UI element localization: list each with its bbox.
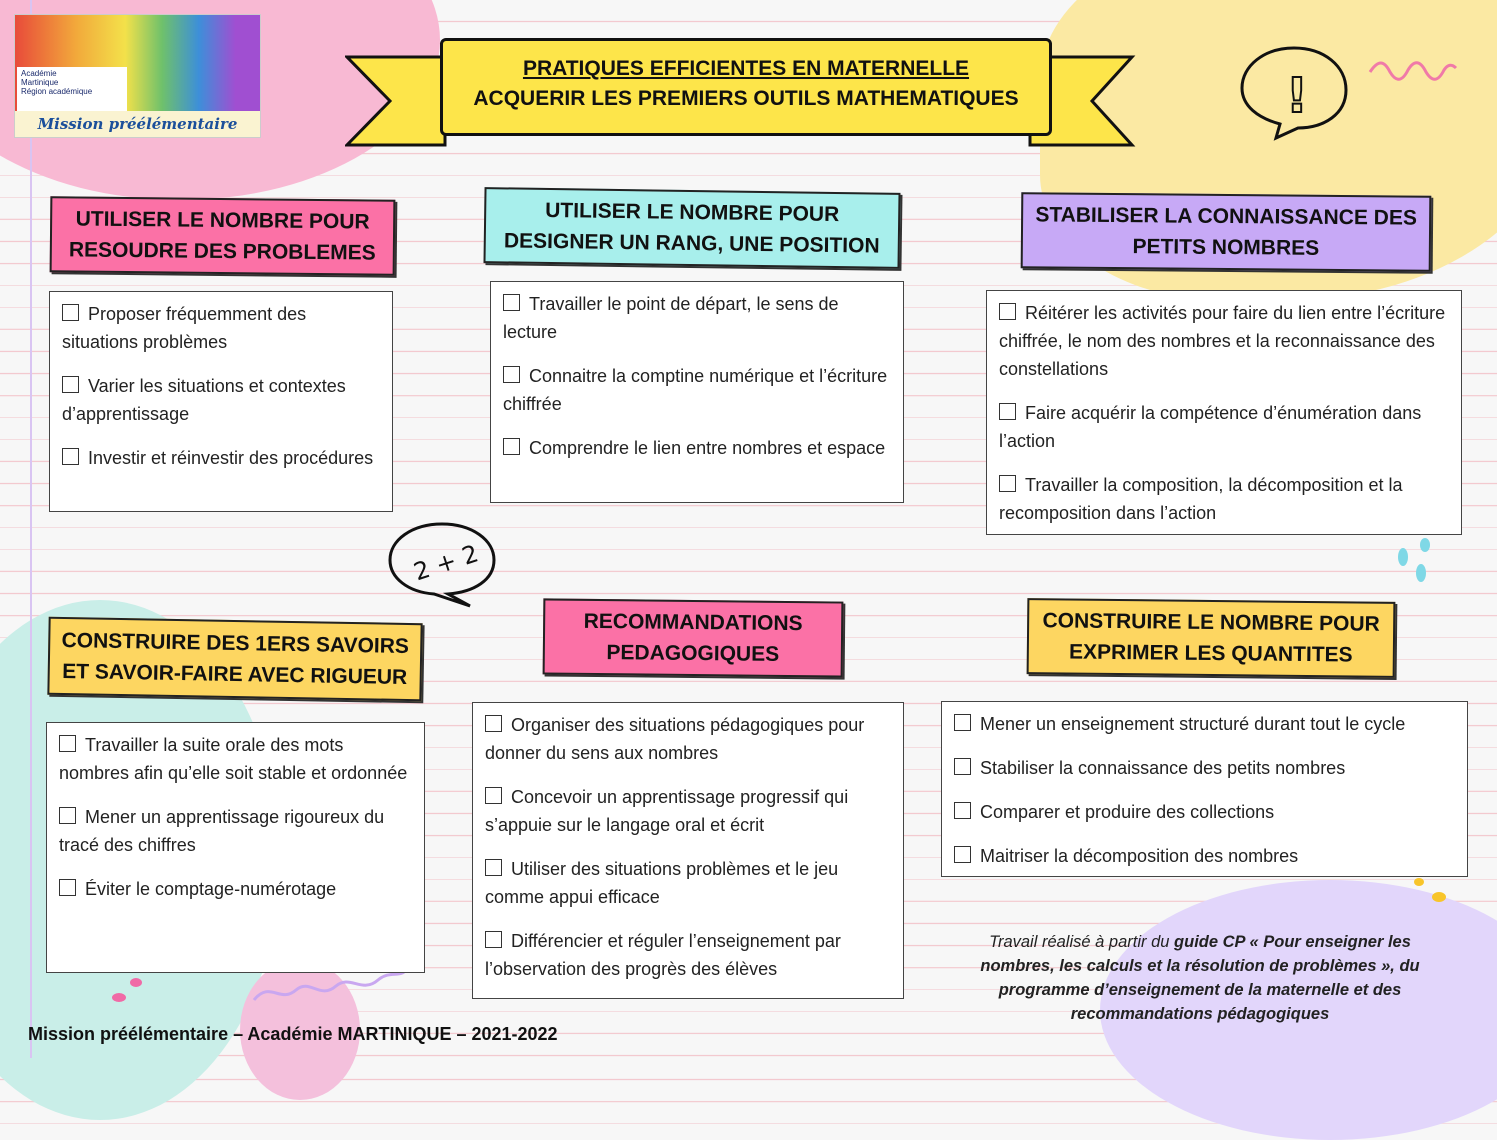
checklist-item — [954, 842, 1455, 870]
checklist-item — [954, 754, 1455, 782]
credits-prefix: Travail réalisé à partir du — [989, 933, 1175, 951]
section-problem-solving-header — [50, 196, 396, 276]
checkbox[interactable] — [62, 304, 79, 321]
section-title-line1: CONSTRUIRE DES 1ERS SAVOIRS — [61, 628, 410, 658]
checklist-item — [59, 875, 412, 903]
checklist-item-text: Proposer fréquemment des situations problèmes — [62, 304, 307, 352]
section-quantities-header — [1027, 598, 1396, 678]
checklist-item — [485, 927, 891, 983]
checkbox[interactable] — [62, 448, 79, 465]
checklist-item-text: Différencier et réguler l’enseignement par l’observation des progrès des élèves — [485, 931, 841, 979]
checklist-item — [999, 399, 1449, 455]
checklist-item — [485, 855, 891, 911]
section-pedagogical-recommendations-card — [472, 702, 904, 999]
checklist-item-text: Comprendre le lien entre nombres et espace — [529, 438, 886, 458]
section-small-numbers-card — [986, 290, 1462, 535]
checklist-item-text: Mener un enseignement structuré durant tout le cycle — [980, 714, 1406, 734]
checkbox[interactable] — [485, 715, 502, 732]
checklist-item — [485, 783, 891, 839]
checklist-item-text: Organiser des situations pédagogiques pour donner du sens aux nombres — [485, 715, 865, 763]
checkbox[interactable] — [954, 758, 971, 775]
math-glyph: 2 + 2 — [410, 539, 482, 587]
banner-title-line1: PRATIQUES EFFICIENTES EN MATERNELLE — [522, 57, 970, 80]
checklist-item-text: Concevoir un apprentissage progressif qui s’appuie sur le langage oral et écrit — [485, 787, 849, 835]
decor-dot — [112, 993, 126, 1002]
section-title-line1: CONSTRUIRE LE NOMBRE POUR — [1042, 608, 1380, 636]
section-quantities-card — [941, 701, 1468, 877]
checkbox[interactable] — [503, 294, 520, 311]
section-rigor-card — [46, 722, 425, 973]
footer: Mission préélémentaire – Académie MARTINIQUE – 2021-2022 — [28, 1024, 558, 1044]
checkbox[interactable] — [62, 376, 79, 393]
logo-tag — [17, 67, 127, 111]
checklist-item — [485, 711, 891, 767]
checkbox[interactable] — [954, 846, 971, 863]
checklist-item — [503, 434, 891, 462]
checkbox[interactable] — [59, 735, 76, 752]
checklist-item-text: Investir et réinvestir des procédures — [88, 448, 374, 468]
checklist-item-text: Éviter le comptage-numérotage — [85, 879, 337, 899]
decor-dot — [130, 978, 142, 987]
section-rank-position-card — [490, 281, 904, 503]
title-banner — [440, 38, 1052, 136]
logo-tag-line3: Région académique — [21, 87, 93, 96]
academy-logo — [14, 14, 261, 138]
checklist-item-text: Utiliser des situations problèmes et le jeu comme appui efficace — [485, 859, 839, 907]
checkbox[interactable] — [485, 859, 502, 876]
checklist-item-text: Varier les situations et contextes d’apprentissage — [62, 376, 346, 424]
checklist-item — [503, 290, 891, 346]
checklist-item — [62, 300, 380, 356]
logo-tag-line2: Martinique — [21, 78, 59, 87]
credits-note — [960, 930, 1440, 1026]
checklist-item-text: Mener un apprentissage rigoureux du tracé des chiffres — [59, 807, 385, 855]
checkbox[interactable] — [999, 403, 1016, 420]
decor-dot — [1414, 878, 1424, 886]
checklist-item-text: Faire acquérir la compétence d’énumération dans l’action — [999, 403, 1422, 451]
section-title-line1: UTILISER LE NOMBRE POUR — [545, 198, 840, 226]
checkbox[interactable] — [59, 807, 76, 824]
section-title-line2: PETITS NOMBRES — [1132, 235, 1320, 260]
banner-title-line2: ACQUERIR LES PREMIERS OUTILS MATHEMATIQUES — [473, 87, 1019, 110]
section-title-line1: UTILISER LE NOMBRE POUR — [75, 206, 370, 234]
notebook-margin-line — [30, 0, 32, 1058]
exclaim-glyph: ! — [1286, 68, 1308, 124]
checklist-item — [954, 710, 1455, 738]
decor-dot — [1416, 564, 1426, 582]
section-title-line2: DESIGNER UN RANG, UNE POSITION — [503, 229, 880, 258]
checklist-item-text: Maitriser la décomposition des nombres — [980, 846, 1299, 866]
checkbox[interactable] — [503, 366, 520, 383]
section-small-numbers-header — [1021, 192, 1432, 272]
exclamation-speech-bubble-icon — [1236, 42, 1352, 142]
math-speech-bubble-icon — [386, 520, 498, 610]
checkbox[interactable] — [954, 802, 971, 819]
section-title-line2: EXPRIMER LES QUANTITES — [1068, 640, 1353, 667]
checklist-item-text: Travailler la composition, la décomposition et la recomposition dans l’action — [999, 475, 1403, 523]
checklist-item — [999, 471, 1449, 527]
checkbox[interactable] — [59, 879, 76, 896]
decor-dot — [1432, 892, 1446, 902]
checklist-item — [62, 444, 380, 472]
section-rank-position-header — [483, 187, 900, 269]
credits-source: guide CP « Pour enseigner les nombres, les calculs et la résolution de problèmes », du programme d’enseignement de la maternelle et des recommandations pédagogiques — [980, 933, 1420, 1023]
checklist-item — [59, 731, 412, 787]
checklist-item — [59, 803, 412, 859]
checklist-item — [62, 372, 380, 428]
checklist-item-text: Travailler le point de départ, le sens de lecture — [503, 294, 839, 342]
section-problem-solving-card — [49, 291, 393, 512]
section-title-line2: ET SAVOIR-FAIRE AVEC RIGUEUR — [62, 659, 408, 690]
checkbox[interactable] — [954, 714, 971, 731]
checklist-item-text: Travailler la suite orale des mots nombres afin qu’elle soit stable et ordonnée — [59, 735, 408, 783]
ribbon-left-tail — [345, 55, 455, 155]
checkbox[interactable] — [999, 475, 1016, 492]
section-title-line1: RECOMMANDATIONS — [583, 609, 803, 635]
checklist-item — [503, 362, 891, 418]
checklist-item — [954, 798, 1455, 826]
logo-tag-line1: Académie — [21, 69, 57, 78]
checkbox[interactable] — [999, 303, 1016, 320]
checklist-item-text: Comparer et produire des collections — [980, 802, 1275, 822]
checklist-item-text: Connaitre la comptine numérique et l’écriture chiffrée — [503, 366, 888, 414]
section-title-line2: PEDAGOGIQUES — [606, 641, 780, 666]
checkbox[interactable] — [485, 931, 502, 948]
section-title-line2: RESOUDRE DES PROBLEMES — [68, 238, 376, 265]
checklist-item-text: Stabiliser la connaissance des petits nombres — [980, 758, 1346, 778]
decor-dot — [1398, 548, 1408, 566]
logo-caption: Mission préélémentaire — [15, 111, 260, 137]
checkbox[interactable] — [503, 438, 520, 455]
checklist-item-text: Réitérer les activités pour faire du lien entre l’écriture chiffrée, le nom des nombres et la reconnaissance des constellations — [999, 303, 1446, 379]
pink-squiggle-icon — [1368, 58, 1458, 82]
checkbox[interactable] — [485, 787, 502, 804]
decor-dot — [1420, 538, 1430, 552]
section-rigor-header — [47, 617, 422, 702]
checklist-item — [999, 299, 1449, 383]
section-title-line1: STABILISER LA CONNAISSANCE DES — [1035, 202, 1417, 230]
section-pedagogical-recommendations-header — [543, 598, 844, 677]
